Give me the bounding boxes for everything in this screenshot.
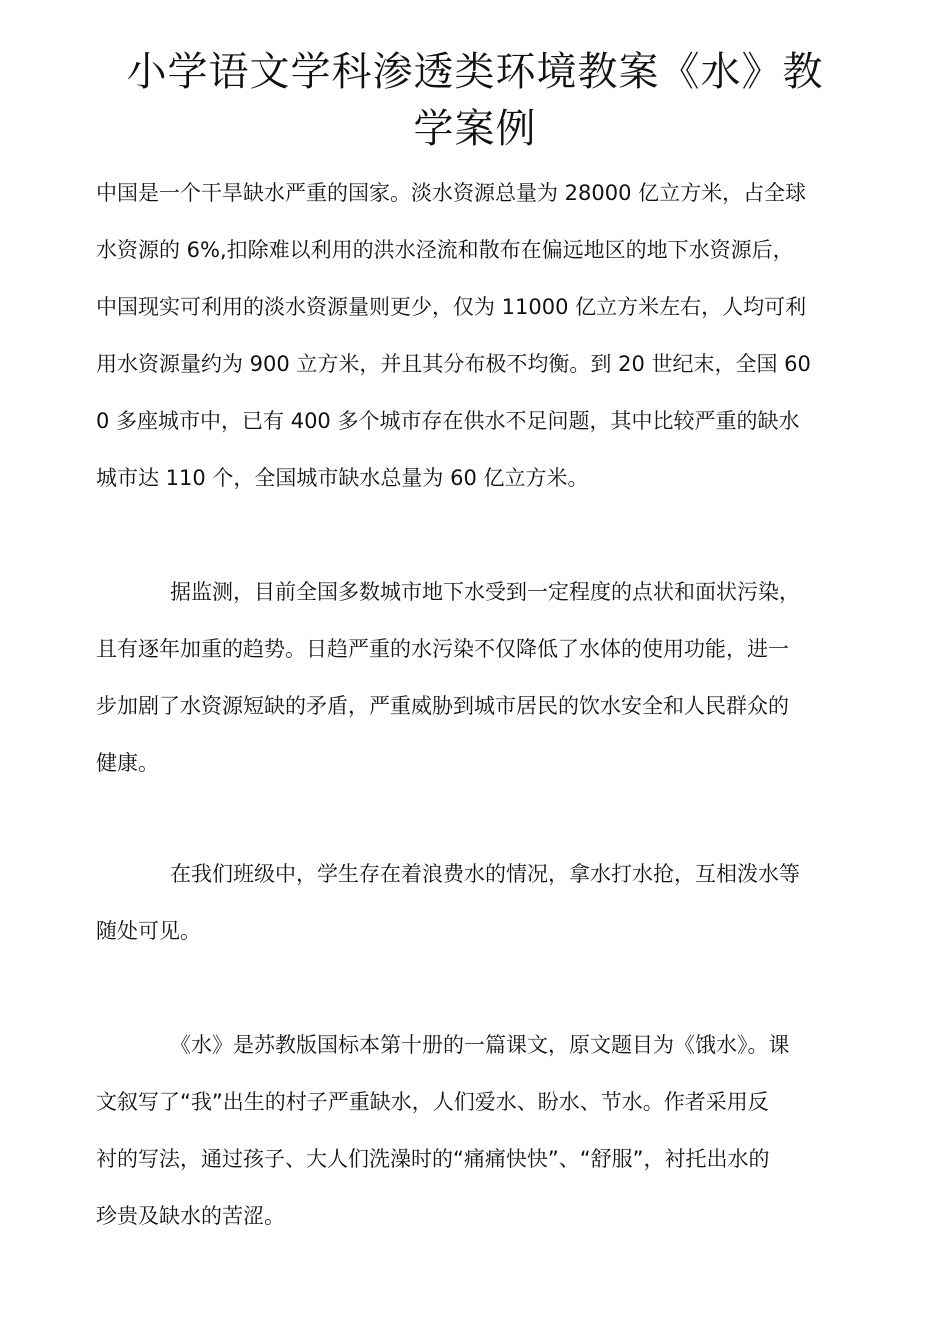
paragraph-line: 《水》是苏教版国标本第十册的一篇课文，原文题目为《饿水》。课 xyxy=(170,1033,790,1057)
paragraph-line: 据监测，目前全国多数城市地下水受到一定程度的点状和面状污染， xyxy=(170,580,800,604)
paragraph-line: 健康。 xyxy=(96,751,159,775)
paragraph-line: 中国是一个干旱缺水严重的国家。淡水资源总量为 28000 亿立方米，占全球 xyxy=(96,181,807,205)
paragraph-class-situation xyxy=(96,846,856,960)
paragraph-line: 珍贵及缺水的苦涩。 xyxy=(96,1204,285,1228)
paragraph-line: 水资源的 6%,扣除难以利用的洪水泾流和散布在偏远地区的地下水资源后， xyxy=(96,238,794,262)
document-title xyxy=(70,44,880,158)
paragraph-line: 随处可见。 xyxy=(96,919,201,943)
paragraph-line: 用水资源量约为 900 立方米，并且其分布极不均衡。到 20 世纪末，全国 60 xyxy=(96,352,811,376)
paragraph-lesson-text xyxy=(96,1017,856,1245)
paragraph-line: 在我们班级中，学生存在着浪费水的情况，拿水打水抢，互相泼水等 xyxy=(170,862,800,886)
title-line-2: 学案例 xyxy=(413,106,537,152)
paragraph-line: 衬的写法，通过孩子、大人们洗澡时的“痛痛快快”、“舒服”，衬托出水的 xyxy=(96,1147,770,1171)
paragraph-line: 且有逐年加重的趋势。日趋严重的水污染不仅降低了水体的使用功能，进一 xyxy=(96,637,789,661)
title-line-1: 小学语文学科渗透类环境教案《水》教 xyxy=(126,49,824,95)
paragraph-water-pollution xyxy=(96,564,856,792)
paragraph-line: 城市达 110 个，全国城市缺水总量为 60 亿立方米。 xyxy=(96,466,589,490)
paragraph-line: 中国现实可利用的淡水资源量则更少，仅为 11000 亿立方米左右，人均可利 xyxy=(96,295,807,319)
paragraph-water-resources xyxy=(96,165,856,507)
paragraph-line: 文叙写了“我”出生的村子严重缺水，人们爱水、盼水、节水。作者采用反 xyxy=(96,1090,769,1114)
paragraph-line: 0 多座城市中，已有 400 多个城市存在供水不足问题，其中比较严重的缺水 xyxy=(96,409,800,433)
paragraph-line: 步加剧了水资源短缺的矛盾，严重威胁到城市居民的饮水安全和人民群众的 xyxy=(96,694,789,718)
